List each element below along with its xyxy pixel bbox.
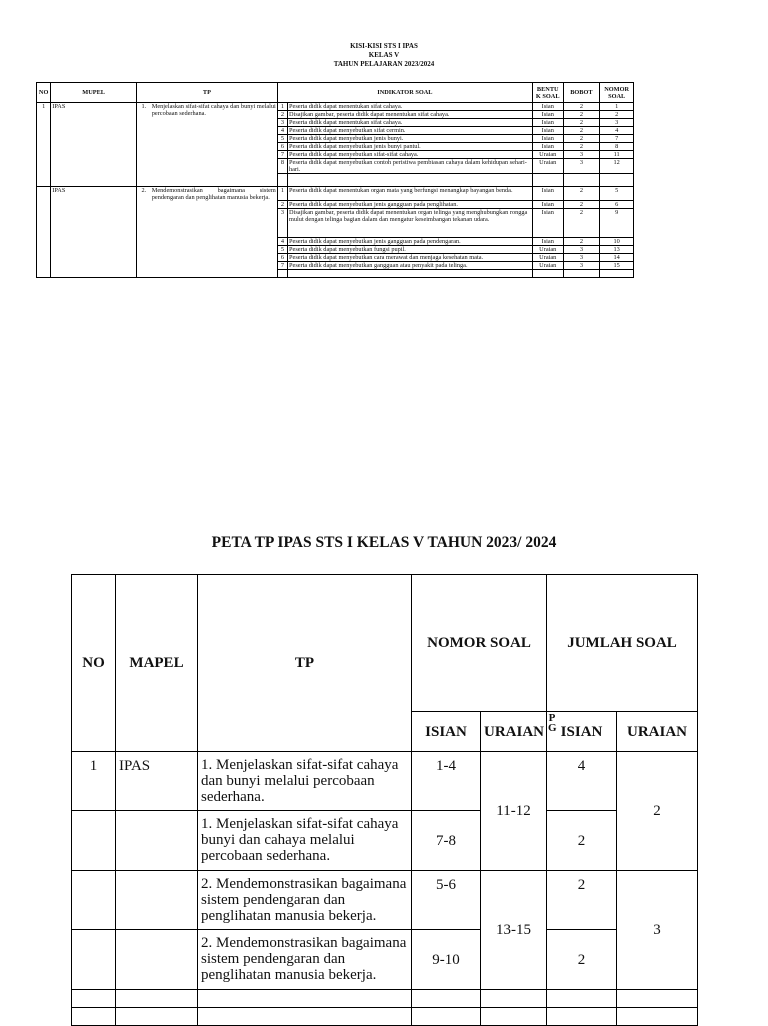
indikator-text: Peserta didik dapat menyebutkan sifat-sifat cahaya. <box>288 151 533 159</box>
peta-row-tp: 1. Menjelaskan sifat-sifat cahaya bunyi dan cahaya melalui percobaan sederhana. <box>198 811 412 871</box>
nomor-soal: 11 <box>600 151 634 159</box>
peta-jumlah-isian-header <box>547 712 617 752</box>
peta-row-tp: 2. Mendemonstrasikan bagaimana sistem pendengaran dan penglihatan manusia bekerja. <box>198 871 412 930</box>
indikator-no: 5 <box>277 246 287 254</box>
nomor-soal: 14 <box>600 254 634 262</box>
doc-title: KISI-KISI STS I IPAS <box>350 42 418 50</box>
bobot: 3 <box>563 151 600 159</box>
bobot: 2 <box>563 143 600 151</box>
bobot: 3 <box>563 254 600 262</box>
indikator-no: 1 <box>277 103 287 111</box>
peta-row-isian: 9-10 <box>412 930 481 990</box>
peta-row-no <box>72 930 116 990</box>
bentuk-soal: Isian <box>532 119 563 127</box>
bentuk-soal: Isian <box>532 135 563 143</box>
col-bentuk-header: BENTU K SOAL <box>532 83 563 103</box>
nomor-soal: 3 <box>600 119 634 127</box>
indikator-text: Peserta didik dapat menyebutkan jenis gangguan pada penglihatan. <box>288 201 533 209</box>
jumlah-isian-label: ISIAN <box>560 723 603 740</box>
bentuk-soal: Isian <box>532 143 563 151</box>
indikator-no: 3 <box>277 209 287 238</box>
group-tp: Menjelaskan sifat-sifat cahaya dan bunyi melalui percobaan sederhana. <box>151 103 278 187</box>
peta-row-mapel <box>116 871 198 930</box>
bentuk-soal: Isian <box>532 187 563 201</box>
peta-row <box>72 871 698 930</box>
bobot: 2 <box>563 201 600 209</box>
group-tp: Mendemonstrasikan bagaimana sistem pendengaran dan penglihatan manusia bekerja. <box>151 187 278 278</box>
group-tp-no: 2. <box>136 187 150 278</box>
indikator-no: 7 <box>277 262 287 270</box>
peta-tp-table <box>71 574 698 1026</box>
nomor-soal: 12 <box>600 159 634 174</box>
nomor-soal: 4 <box>600 127 634 135</box>
nomor-soal: 2 <box>600 111 634 119</box>
peta-jumlah-uraian-merged: 2 <box>617 752 698 871</box>
bobot: 2 <box>563 103 600 111</box>
peta-empty-row <box>72 990 698 1008</box>
bobot: 2 <box>563 127 600 135</box>
indikator-no: 4 <box>277 127 287 135</box>
peta-row-mapel <box>116 930 198 990</box>
indikator-text: Peserta didik dapat menentukan sifat cahaya. <box>288 103 533 111</box>
bobot: 3 <box>563 262 600 270</box>
peta-row-isian: 7-8 <box>412 811 481 871</box>
peta-row-mapel <box>116 811 198 871</box>
peta-row <box>72 752 698 811</box>
peta-no-header: NO <box>72 575 116 752</box>
nomor-soal: 6 <box>600 201 634 209</box>
indikator-row <box>37 187 634 201</box>
peta-empty-row <box>72 1008 698 1026</box>
bobot: 2 <box>563 238 600 246</box>
bentuk-soal: Uraian <box>532 262 563 270</box>
indikator-text: Peserta didik dapat menyebutkan jenis gangguan pada pendengaran. <box>288 238 533 246</box>
indikator-text: Peserta didik dapat menyebutkan jenis bunyi pantul. <box>288 143 533 151</box>
indikator-no: 6 <box>277 254 287 262</box>
indikator-no: 8 <box>277 159 287 174</box>
peta-row <box>72 930 698 990</box>
peta-row-no <box>72 871 116 930</box>
indikator-no: 3 <box>277 119 287 127</box>
col-tp-header: TP <box>136 83 277 103</box>
peta-uraian-merged: 11-12 <box>481 752 547 871</box>
bentuk-soal: Uraian <box>532 246 563 254</box>
peta-jumlah-soal-header: JUMLAH SOAL <box>547 575 698 712</box>
col-nomor-header: NOMOR SOAL <box>600 83 634 103</box>
nomor-soal: 9 <box>600 209 634 238</box>
indikator-no: 7 <box>277 151 287 159</box>
peta-row-no: 1 <box>72 752 116 811</box>
indikator-text: Peserta didik dapat menyebutkan sifat cermin. <box>288 127 533 135</box>
bobot: 3 <box>563 159 600 174</box>
bentuk-soal: Isian <box>532 209 563 238</box>
peta-jumlah-uraian-header: URAIAN <box>617 712 698 752</box>
group-no <box>37 187 51 278</box>
indikator-no: 5 <box>277 135 287 143</box>
peta-row-isian: 5-6 <box>412 871 481 930</box>
peta-tp-header: TP <box>198 575 412 752</box>
indikator-text: Peserta didik dapat menyebutkan cara merawat dan menjaga kesehatan mata. <box>288 254 533 262</box>
peta-row-jumlah-isian: 2 <box>547 811 617 871</box>
peta-jumlah-uraian-merged: 3 <box>617 871 698 990</box>
col-bobot-header: BOBOT <box>563 83 600 103</box>
indikator-no: 4 <box>277 238 287 246</box>
bentuk-soal: Uraian <box>532 254 563 262</box>
col-mupel-header: MUPEL <box>51 83 137 103</box>
bentuk-soal: Isian <box>532 201 563 209</box>
peta-row-isian: 1-4 <box>412 752 481 811</box>
indikator-text: Disajikan gambar, peserta didik dapat menentukan organ telinga yang menghubungkan rongga mulut dengan telinga bagian dalam dan mengatur keseimbangan tekanan udara. <box>288 209 533 238</box>
nomor-soal: 13 <box>600 246 634 254</box>
bentuk-soal: Isian <box>532 111 563 119</box>
col-no-header: NO <box>37 83 51 103</box>
indikator-text: Peserta didik dapat menyebutkan fungsi pupil. <box>288 246 533 254</box>
group-mupel: IPAS <box>51 103 137 187</box>
nomor-soal: 10 <box>600 238 634 246</box>
nomor-soal: 15 <box>600 262 634 270</box>
peta-row-tp: 1. Menjelaskan sifat-sifat cahaya dan bunyi melalui percobaan sederhana. <box>198 752 412 811</box>
bobot: 3 <box>563 246 600 254</box>
bobot: 2 <box>563 111 600 119</box>
group-no: 1 <box>37 103 51 187</box>
peta-row-mapel: IPAS <box>116 752 198 811</box>
bobot: 2 <box>563 187 600 201</box>
indikator-text: Peserta didik dapat menyebutkan jenis bunyi. <box>288 135 533 143</box>
indikator-text: Peserta didik dapat menentukan sifat cahaya. <box>288 119 533 127</box>
indikator-no: 2 <box>277 111 287 119</box>
bentuk-soal: Isian <box>532 103 563 111</box>
bobot: 2 <box>563 119 600 127</box>
bentuk-soal: Uraian <box>532 159 563 174</box>
nomor-soal: 1 <box>600 103 634 111</box>
bentuk-soal: Isian <box>532 127 563 135</box>
peta-isian-header: ISIAN <box>412 712 481 752</box>
peta-row-jumlah-isian: 2 <box>547 871 617 930</box>
group-mupel: IPAS <box>51 187 137 278</box>
peta-row-jumlah-isian: 2 <box>547 930 617 990</box>
peta-uraian-header: URAIAN <box>481 712 547 752</box>
indikator-text: Peserta didik dapat menyebutkan contoh peristiwa pembiasan cahaya dalam kehidupan sehari-hari. <box>288 159 533 174</box>
doc-class: KELAS V <box>368 51 400 59</box>
bentuk-soal: Uraian <box>532 151 563 159</box>
bentuk-soal: Isian <box>532 238 563 246</box>
pg-label: PG <box>548 712 557 734</box>
bobot: 2 <box>563 135 600 143</box>
peta-mapel-header: MAPEL <box>116 575 198 752</box>
peta-nomor-soal-header: NOMOR SOAL <box>412 575 547 712</box>
indikator-text: Peserta didik dapat menentukan organ mata yang berfungsi menangkap bayangan benda. <box>288 187 533 201</box>
indikator-no: 2 <box>277 201 287 209</box>
peta-row-jumlah-isian: 4 <box>547 752 617 811</box>
indikator-no: 1 <box>277 187 287 201</box>
bobot: 2 <box>563 209 600 238</box>
indikator-row <box>37 103 634 111</box>
nomor-soal: 8 <box>600 143 634 151</box>
peta-uraian-merged: 13-15 <box>481 871 547 990</box>
peta-row-no <box>72 811 116 871</box>
indikator-text: Peserta didik dapat menyebutkan gangguan atau penyakit pada telinga. <box>288 262 533 270</box>
group-tp-no: 1. <box>136 103 150 187</box>
indikator-text: Disajikan gambar, peserta didik dapat menentukan sifat cahaya. <box>288 111 533 119</box>
indikator-no: 6 <box>277 143 287 151</box>
peta-row-tp: 2. Mendemonstrasikan bagaimana sistem pendengaran dan penglihatan manusia bekerja. <box>198 930 412 990</box>
peta-title: PETA TP IPAS STS I KELAS V TAHUN 2023/ 2024 <box>211 534 557 551</box>
peta-row <box>72 811 698 871</box>
doc-year: TAHUN PELAJARAN 2023/2024 <box>333 60 435 68</box>
nomor-soal: 7 <box>600 135 634 143</box>
nomor-soal: 5 <box>600 187 634 201</box>
kisi-kisi-table <box>36 82 634 278</box>
col-indikator-header: INDIKATOR SOAL <box>277 83 532 103</box>
